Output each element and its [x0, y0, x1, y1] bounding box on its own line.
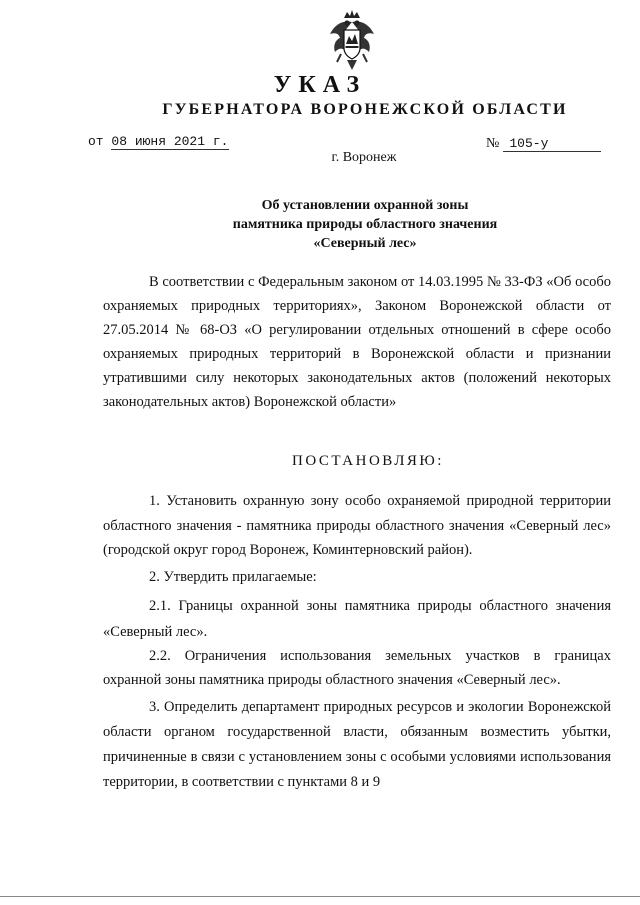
city-label: г. Воронеж [331, 150, 397, 165]
heading-line: «Северный лес» [313, 236, 417, 251]
document-type-title: УКАЗ [273, 72, 367, 98]
date-prefix: от [88, 134, 104, 149]
date-value: 08 июня 2021 г. [111, 134, 229, 149]
number-value: 105-у [503, 136, 601, 152]
item-2-1: 2.1. Границы охранной зоны памятника природы областного значения «Северный лес». [103, 598, 611, 640]
document-heading [150, 196, 580, 253]
heading-line: Об установлении охранной зоны [261, 198, 469, 213]
coat-of-arms-icon [327, 8, 377, 74]
item-1: 1. Установить охранную зону особо охраняемой природной территории областного значения - памятника природы областного значения «Северный лес» (городской округ город Воронеж, Коминтерновский район). [103, 493, 611, 558]
preamble-paragraph: В соответствии с Федеральным законом от 14.03.1995 № 33-ФЗ «Об особо охраняемых природных территориях», Законом Воронежской области от 27.05.2014 № 68-ОЗ «О регулировании отдельных отношений в сфере особо охраняемых природных территорий в Воронежской области и признании утратившими силу некоторых законодательных актов (положений некоторых законодательных актов) Воронежской области» [103, 274, 611, 410]
item-2-2: 2.2. Ограничения использования земельных участков в границах охранной зоны памятника природы областного значения «Северный лес». [103, 648, 611, 688]
decree-word: ПОСТАНОВЛЯЮ: [292, 453, 444, 469]
heading-line: памятника природы областного значения [232, 217, 498, 232]
page-edge-divider [0, 896, 640, 897]
date-field [88, 134, 229, 150]
issuer-title: ГУБЕРНАТОРА ВОРОНЕЖСКОЙ ОБЛАСТИ [162, 101, 568, 118]
item-2: 2. Утвердить прилагаемые: [149, 569, 317, 585]
number-label: № [486, 136, 500, 151]
item-3: 3. Определить департамент природных ресурсов и экологии Воронежской области органом государственной власти, обязанным возместить убытки, причиненные в связи с установлением зоны с особыми условиями использования территории, в соответствии с пунктами 8 и 9 [103, 699, 611, 790]
